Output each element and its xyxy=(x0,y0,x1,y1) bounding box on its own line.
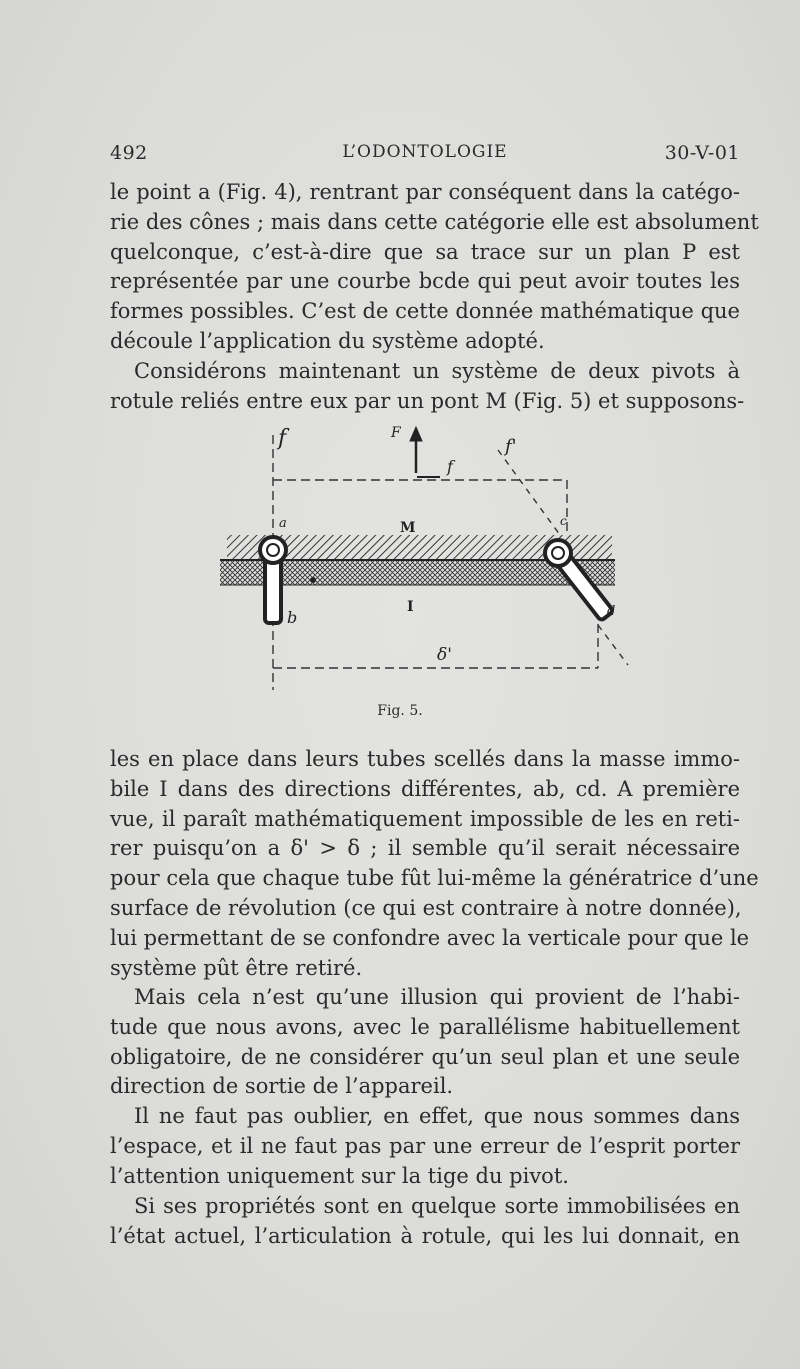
text-line: pour cela que chaque tube fût lui-même la génératrice d’une xyxy=(110,866,759,891)
text-line: rer puisqu’on a δ' > δ ; il semble qu’il serait nécessaire xyxy=(110,836,740,861)
text-line: rie des cônes ; mais dans cette catégorie elle est absolument xyxy=(110,209,759,234)
paragraph-6 xyxy=(110,1192,740,1252)
label-a: a xyxy=(279,516,287,531)
text-line: bile I dans des directions différentes, ab, cd. A première xyxy=(110,776,740,801)
label-f-left: f xyxy=(278,426,287,451)
label-f-prime: f' xyxy=(505,436,517,457)
text-line: l’espace, et il ne faut pas par une erreur de l’esprit porter xyxy=(110,1133,740,1158)
text-line: système pût être retiré. xyxy=(110,955,363,980)
paragraph-3 xyxy=(110,745,759,983)
text-line: les en place dans leurs tubes scellés dans la masse immo- xyxy=(110,747,740,771)
figure-5-diagram xyxy=(215,415,635,690)
text-line: tude que nous avons, avec le parallélisme habituellement xyxy=(110,1014,740,1039)
text-line: obligatoire, de ne considérer qu’un seul plan et une seule xyxy=(110,1044,740,1069)
text-line: le point a (Fig. 4), rentrant par conséquent dans la catégo- xyxy=(110,180,740,204)
label-I: I xyxy=(407,599,414,615)
label-b: b xyxy=(287,608,298,627)
text-line: l’attention uniquement sur la tige du pivot. xyxy=(110,1163,569,1188)
text-line: rotule reliés entre eux par un pont M (Fig. 5) et supposons- xyxy=(110,388,745,413)
text-line: vue, il paraît mathématiquement impossible de les en reti- xyxy=(110,806,740,831)
text-line: Il ne faut pas oublier, en effet, que nous sommes dans xyxy=(134,1104,740,1128)
paragraph-5 xyxy=(110,1102,740,1191)
text-line: lui permettant de se confondre avec la verticale pour que le xyxy=(110,925,750,950)
text-line: surface de révolution (ce qui est contraire à notre donnée), xyxy=(110,895,742,920)
text-line: Si ses propriétés sont en quelque sorte immobilisées en xyxy=(134,1194,740,1218)
label-d: d xyxy=(607,604,616,619)
text-line: l’état actuel, l’articulation à rotule, qui les lui donnait, en xyxy=(110,1223,740,1248)
label-F: F xyxy=(391,425,401,441)
text-line: quelconque, c’est-à-dire que sa trace sur un plan P est xyxy=(110,239,740,264)
text-line: Considérons maintenant un système de deux pivots à xyxy=(134,359,740,383)
text-line: représentée par une courbe bcde qui peut avoir toutes les xyxy=(110,269,740,294)
paragraph-1 xyxy=(110,178,759,357)
running-title: L’ODONTOLOGIE xyxy=(342,142,508,162)
label-f-mid: f xyxy=(447,457,453,476)
text-line: Mais cela n’est qu’une illusion qui provient de l’habi- xyxy=(134,985,740,1009)
page-number: 492 xyxy=(110,142,148,164)
text-line: découle l’application du système adopté. xyxy=(110,328,545,353)
text-line: formes possibles. C’est de cette donnée mathématique que xyxy=(110,299,740,324)
paragraph-2 xyxy=(110,357,745,417)
running-header xyxy=(110,142,740,172)
issue-date: 30-V-01 xyxy=(664,142,740,164)
label-M: M xyxy=(400,520,416,536)
text-line: direction de sortie de l’appareil. xyxy=(110,1074,454,1099)
paragraph-4 xyxy=(110,983,740,1102)
figure-caption: Fig. 5. xyxy=(377,703,423,719)
label-delta-prime: δ' xyxy=(437,645,452,665)
label-c: c xyxy=(560,514,567,528)
